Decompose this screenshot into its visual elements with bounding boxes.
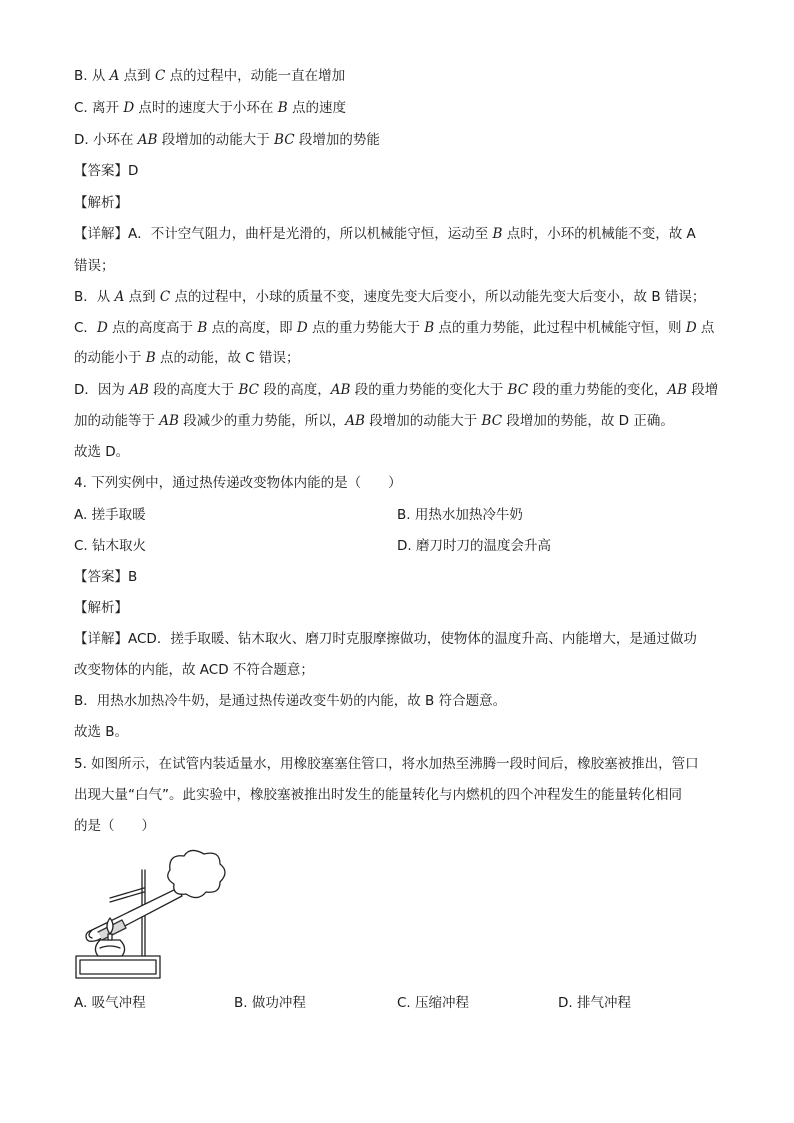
q5-stem-line-2: 出现大量“白气”。此实验中，橡胶塞被推出时发生的能量转化与内燃机的四个冲程发生的能量转化相同: [74, 787, 682, 803]
q3-detail-d-cont: 加的动能等于 AB 段减少的重力势能，所以，AB 段增加的动能大于 BC 段增加的势能，故 D 正确。: [74, 413, 674, 429]
q3-detail-c-cont: 的动能小于 B 点的动能，故 C 错误；: [74, 350, 300, 366]
q3-detail-c: C．D 点的高度高于 B 点的高度，即 D 点的重力势能大于 B 点的重力势能，此过程中机械能守恒，则 D 点: [74, 320, 715, 336]
q3-option-b: B. 从 A 点到 C 点的过程中，动能一直在增加: [74, 68, 346, 84]
q4-analysis-heading: 【解析】: [74, 600, 128, 616]
q4-option-d: D. 磨刀时刀的温度会升高: [397, 538, 551, 554]
q5-option-a: A. 吸气冲程: [74, 995, 146, 1011]
q4-conclusion: 故选 B。: [74, 724, 129, 740]
q3-detail-b: B．从 A 点到 C 点的过程中，小球的质量不变，速度先变大后变小，所以动能先变大后变小，故 B 错误；: [74, 289, 706, 305]
q5-option-c: C. 压缩冲程: [397, 995, 470, 1011]
q4-stem: 4. 下列实例中，通过热传递改变物体内能的是（ ）: [74, 475, 402, 491]
q4-answer: 【答案】B: [74, 569, 138, 585]
q4-option-c: C. 钻木取火: [74, 538, 147, 554]
q3-option-d: D. 小环在 AB 段增加的动能大于 BC 段增加的势能: [74, 132, 380, 148]
q5-stem-line-1: 5. 如图所示，在试管内装适量水，用橡胶塞塞住管口，将水加热至沸腾一段时间后，橡胶塞被推出，管口: [74, 756, 699, 772]
q3-answer: 【答案】D: [74, 163, 139, 179]
q3-option-c: C. 离开 D 点时的速度大于小环在 B 点的速度: [74, 100, 346, 116]
q4-detail-acd-cont: 改变物体的内能，故 ACD 不符合题意；: [74, 662, 314, 678]
q3-detail-d: D．因为 AB 段的高度大于 BC 段的高度，AB 段的重力势能的变化大于 BC 段的重力势能的变化，AB 段增: [74, 382, 719, 398]
q3-analysis-heading: 【解析】: [74, 195, 128, 211]
q5-option-d: D. 排气冲程: [558, 995, 631, 1011]
q4-detail-b: B．用热水加热冷牛奶，是通过热传递改变牛奶的内能，故 B 符合题意。: [74, 693, 507, 709]
test-tube-experiment-figure: [70, 848, 230, 980]
q4-detail-acd: 【详解】ACD．搓手取暖、钻木取火、磨刀时克服摩擦做功，使物体的温度升高、内能增大，是通过做功: [74, 631, 697, 647]
q4-option-a: A. 搓手取暖: [74, 507, 146, 523]
q3-conclusion: 故选 D。: [74, 444, 130, 460]
q3-detail-a-cont: 错误；: [74, 258, 115, 274]
q5-option-b: B. 做功冲程: [234, 995, 306, 1011]
lamp-flame: [107, 918, 113, 934]
steam-cloud: [168, 850, 225, 897]
q4-option-b: B. 用热水加热冷牛奶: [397, 507, 523, 523]
q3-detail-a: 【详解】A．不计空气阻力，曲杆是光滑的，所以机械能守恒，运动至 B 点时，小环的机械能不变，故 A: [74, 226, 696, 242]
q5-stem-line-3: 的是（ ）: [74, 818, 155, 834]
